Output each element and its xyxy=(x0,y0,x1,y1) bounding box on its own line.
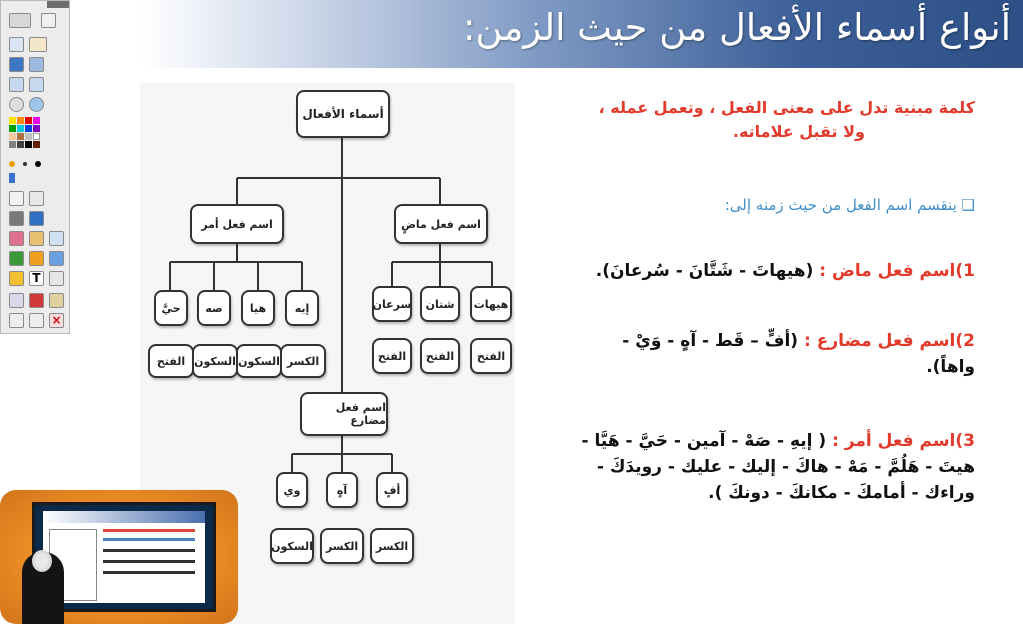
clipboard-icon[interactable] xyxy=(9,293,24,308)
item-past xyxy=(505,258,975,284)
build-imperative-2: السكون xyxy=(236,344,282,378)
build-imperative-4: الفتح xyxy=(148,344,194,378)
magnifier-icon[interactable] xyxy=(29,57,44,72)
word-ih: إيه xyxy=(285,290,319,326)
dot-size-small-icon[interactable] xyxy=(9,161,15,167)
node-root: أسماء الأفعال xyxy=(296,90,390,138)
stamp-icon[interactable] xyxy=(29,251,44,266)
node-present: اسم فعل مضارع xyxy=(300,392,388,436)
line-width-icon[interactable] xyxy=(9,173,15,183)
build-present-1: الكسر xyxy=(370,528,414,564)
folder-icon[interactable] xyxy=(9,271,24,286)
annotation-toolbar xyxy=(0,0,70,334)
item-imperative xyxy=(495,428,975,506)
item-present-examples-1: (أفٍّ – قَط - آهٍ - وَيْ - xyxy=(622,331,799,351)
fill-icon[interactable] xyxy=(29,231,44,246)
item-present-label: اسم فعل مضارع : xyxy=(803,331,956,351)
screen-icon[interactable] xyxy=(9,13,31,28)
image-icon[interactable] xyxy=(9,57,24,72)
grid-icon[interactable] xyxy=(49,251,64,266)
video-screen-slide xyxy=(43,511,205,603)
slide-title: أنواع أسماء الأفعال من حيث الزمن: xyxy=(462,6,1011,49)
item-imperative-examples-2: هيتَ - هَلُمَّ - مَهْ - هاكَ - إليك - عليك - رويدَكَ - xyxy=(596,457,975,477)
shape-icon[interactable] xyxy=(49,231,64,246)
definition-line-1: كلمة مبنية تدل على معنى الفعل ، وتعمل عمله ، xyxy=(598,98,975,117)
build-present-3: السكون xyxy=(270,528,314,564)
pen-icon[interactable] xyxy=(9,211,24,226)
item-present xyxy=(505,328,975,380)
item-imperative-examples-1: ( إيهِ - صَهْ - آمين - حَيَّ - هَيَّا - xyxy=(581,431,827,451)
previous-page-icon[interactable] xyxy=(9,77,24,92)
build-imperative-3: السكون xyxy=(192,344,238,378)
redo-icon[interactable] xyxy=(29,313,44,328)
tools-icon[interactable] xyxy=(29,191,44,206)
item-present-num: 2) xyxy=(955,331,975,351)
node-past: اسم فعل ماضٍ xyxy=(394,204,488,244)
node-imperative: اسم فعل أمر xyxy=(190,204,284,244)
item-past-examples: (هيهاتَ - شَتَّانَ - سُرعانَ). xyxy=(595,261,814,281)
presenter-video[interactable] xyxy=(0,490,238,624)
word-ah: آهٍ xyxy=(326,472,358,508)
delete-page-icon[interactable] xyxy=(29,293,44,308)
build-past-2: الفتح xyxy=(420,338,460,374)
item-past-num: 1) xyxy=(955,261,975,281)
word-suraan: سرعان xyxy=(372,286,412,322)
build-imperative-1: الكسر xyxy=(280,344,326,378)
title-bar xyxy=(140,0,1023,68)
build-past-3: الفتح xyxy=(372,338,412,374)
pen-settings-icon[interactable] xyxy=(41,13,56,28)
toolbar-window-controls[interactable] xyxy=(47,1,69,8)
definition xyxy=(515,96,975,144)
item-present-examples-2: واهاً). xyxy=(926,357,975,377)
cursor-icon[interactable] xyxy=(9,191,24,206)
item-imperative-num: 3) xyxy=(955,431,975,451)
next-page-icon[interactable] xyxy=(29,77,44,92)
dot-size-large-icon[interactable] xyxy=(35,161,41,167)
dot-size-medium-icon[interactable] xyxy=(23,162,27,166)
word-hayya-go: هيا xyxy=(241,290,275,326)
intro-text: ❑ ينقسم اسم الفعل من حيث زمنه إلى: xyxy=(724,196,975,214)
item-imperative-examples-3: وراءك - أمامكَ - مكانكَ - دونكَ ). xyxy=(708,483,975,503)
table-icon[interactable] xyxy=(29,37,47,52)
close-icon[interactable]: × xyxy=(49,313,64,328)
clock-icon[interactable] xyxy=(9,97,24,112)
word-hayya: حيَّ xyxy=(154,290,188,326)
globe-icon[interactable] xyxy=(29,97,44,112)
eraser-icon[interactable] xyxy=(9,231,24,246)
build-present-2: الكسر xyxy=(320,528,364,564)
word-sah: صه xyxy=(197,290,231,326)
word-shattan: شتان xyxy=(420,286,460,322)
line-icon[interactable] xyxy=(9,251,24,266)
page-icon[interactable] xyxy=(9,37,24,52)
word-way: وي xyxy=(276,472,308,508)
undo-icon[interactable] xyxy=(9,313,24,328)
build-past-1: الفتح xyxy=(470,338,512,374)
text-tool-icon[interactable]: T xyxy=(29,271,44,286)
item-past-label: اسم فعل ماض : xyxy=(819,261,956,281)
word-uff: أفٍ xyxy=(376,472,408,508)
definition-line-2: ولا تقبل علاماته. xyxy=(732,122,865,141)
item-imperative-label: اسم فعل أمر : xyxy=(832,431,956,451)
settings-icon[interactable] xyxy=(49,293,64,308)
color-palette[interactable] xyxy=(9,117,49,165)
highlighter-icon[interactable] xyxy=(29,211,44,226)
presenter-head xyxy=(32,550,52,572)
copy-icon[interactable] xyxy=(49,271,64,286)
word-hayhat: هيهات xyxy=(470,286,512,322)
